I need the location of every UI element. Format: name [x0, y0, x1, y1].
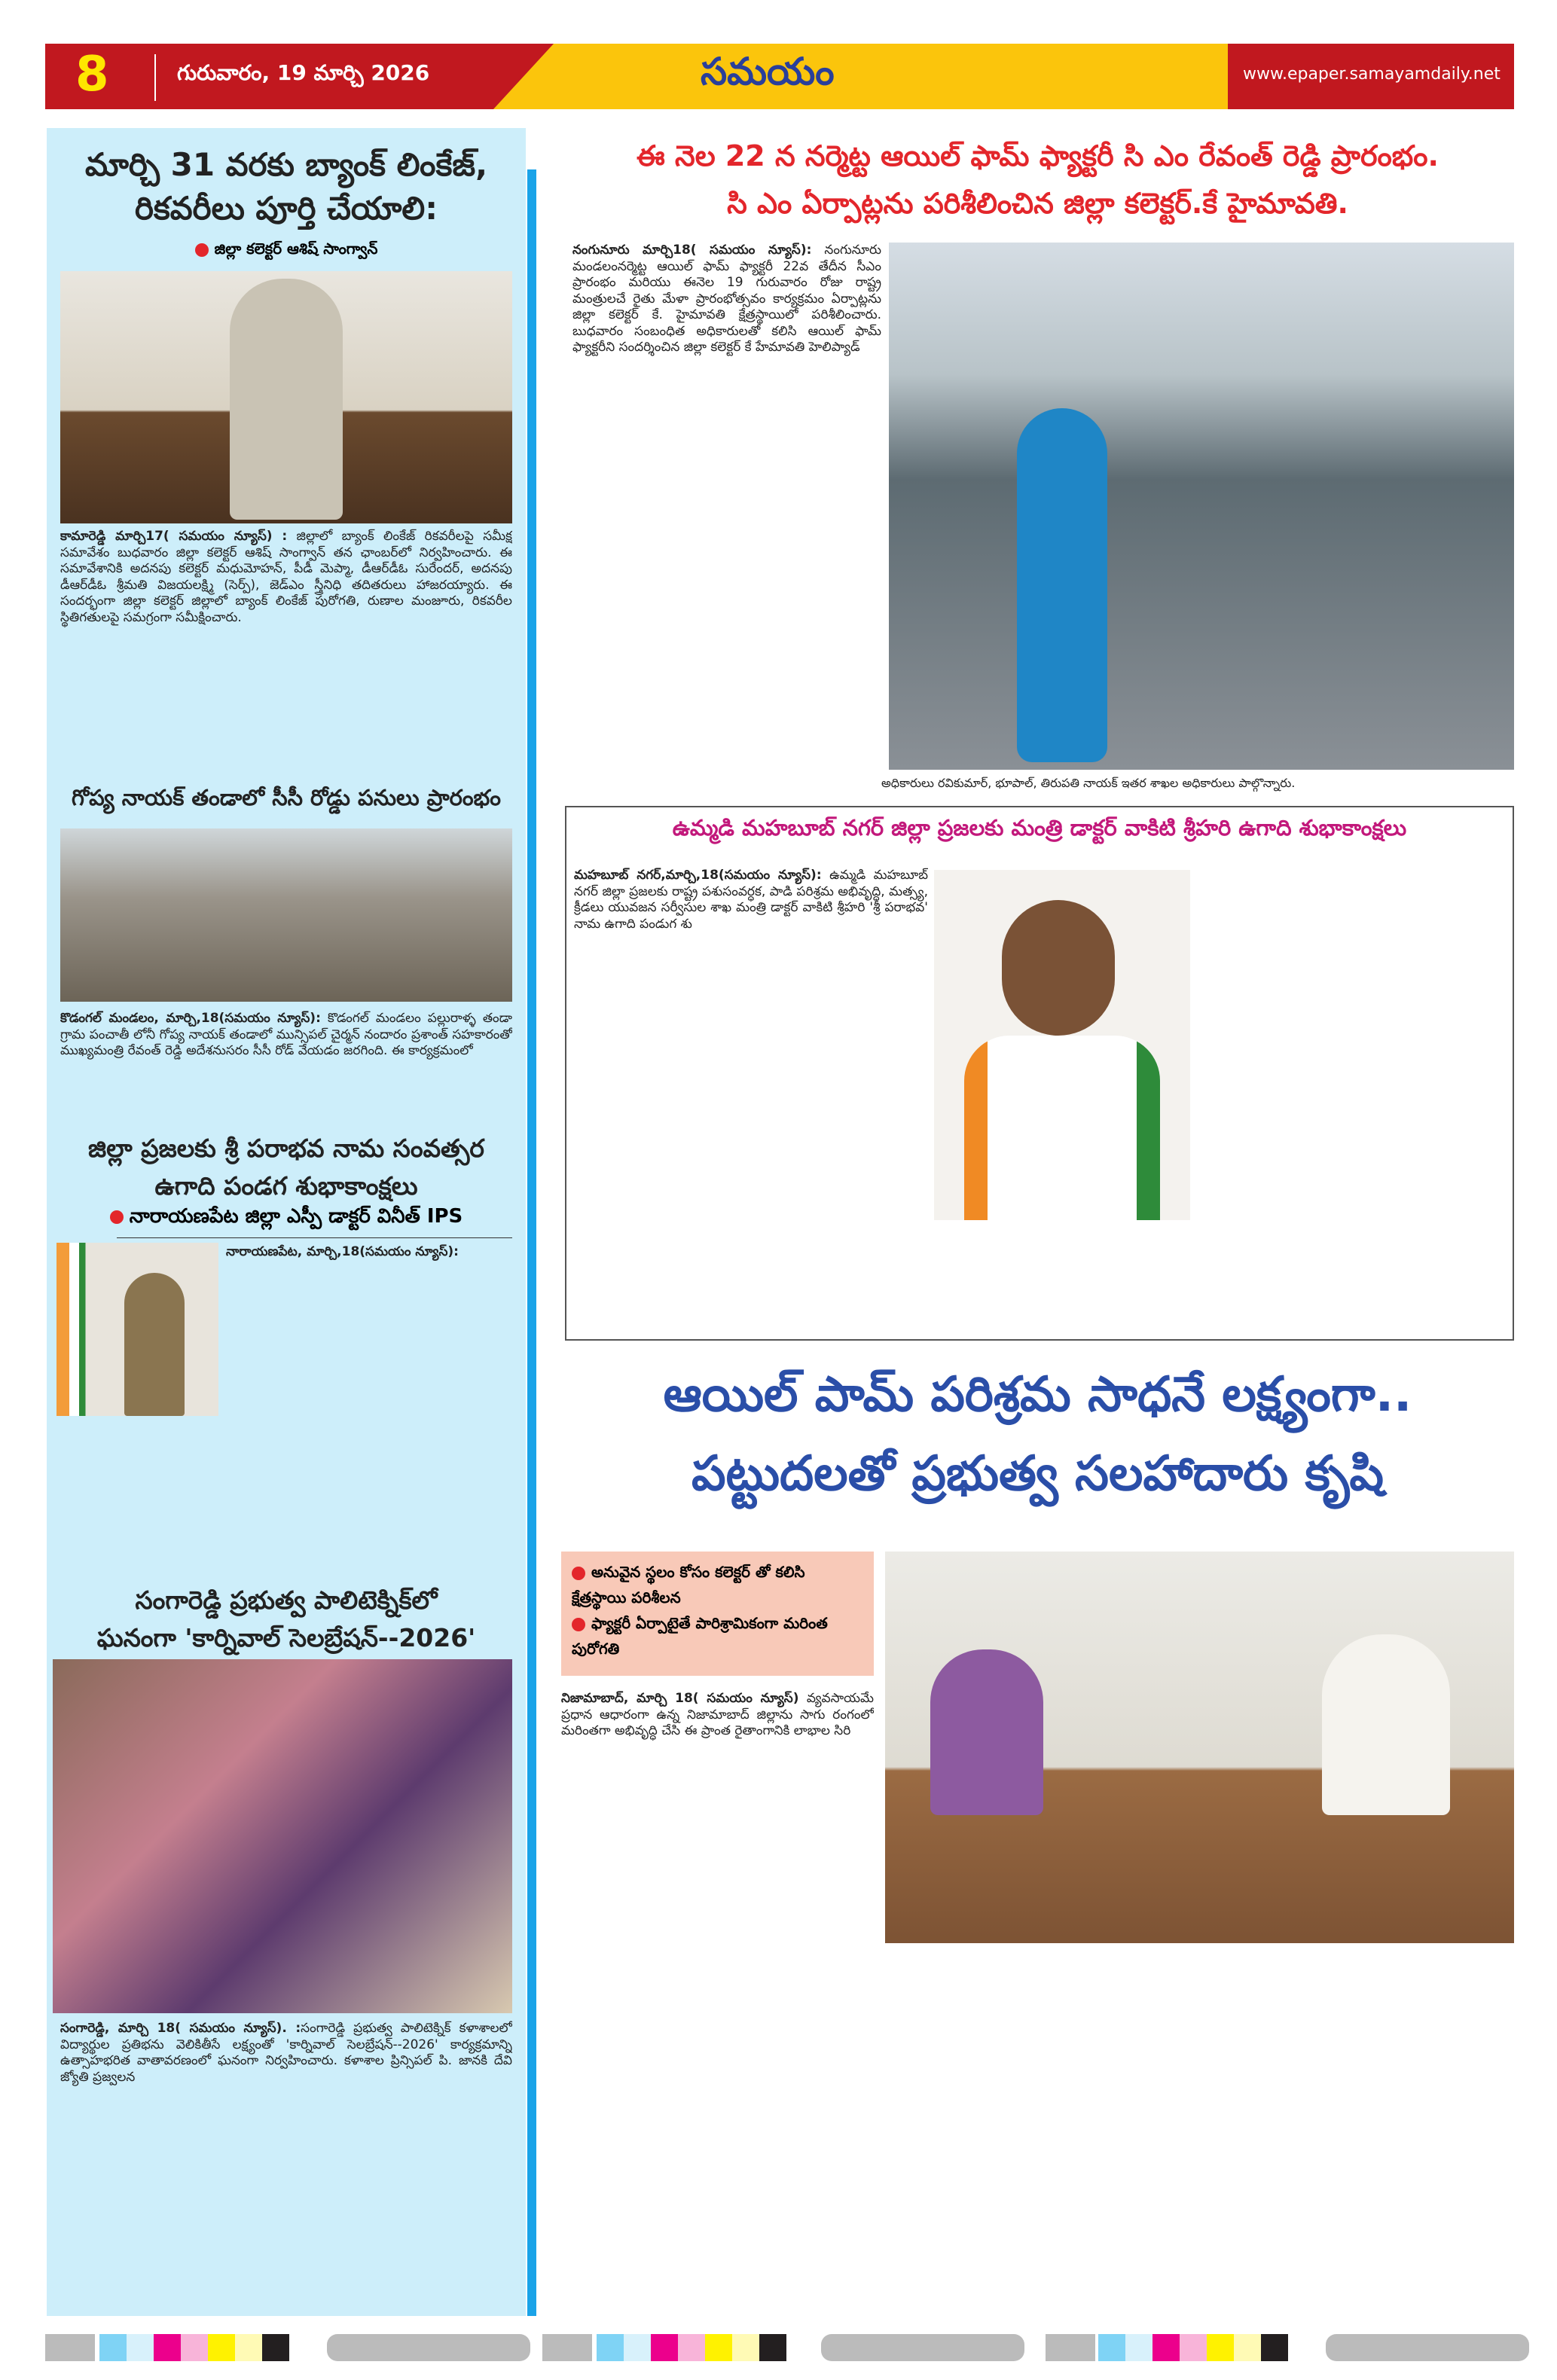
lead-headline-line1: ఈ నెల 22 న నర్మెట్ట ఆయిల్ ఫామ్ ఫ్యాక్టరీ సి ఎం రేవంత్ రెడ్డి ప్రారంభం. — [637, 139, 1439, 172]
dateline: నారాయణపేట, మార్చి,18(సమయం న్యూస్): — [226, 1244, 459, 1259]
page-number: 8 — [75, 47, 109, 102]
story3-body — [226, 1244, 512, 1289]
story2-photo — [60, 828, 512, 1002]
bullet-icon — [110, 1210, 124, 1224]
story2-headline: గోప్య నాయక్ తండాలో సీసీ రోడ్డు పనులు ప్రారంభం — [72, 785, 501, 810]
story1-byline — [60, 240, 512, 261]
article-body: జిల్లాలో బ్యాంక్ లింకేజ్ రికవరీలపై సమీక్ష సమావేశం బుధవారం జిల్లా కలెక్టర్ ఆశిష్ సాంగ్వాన్ తన ఛాంబర్‌లో నిర్వహించారు. ఈ సమావేశానికి అదనపు కలెక్టర్ మధుమోహన్, పీడీ మెప్మా, డీఆర్‌డీఓ సురేందర్, అదనపు డీఆర్‌డీఓ శ్రీమతి విజయలక్ష్మి (సెర్ప్), జెడ్‌ఎం స్త్రీనిధి తదితరులు హాజరయ్యారు. ఈ సందర్భంగా జిల్లా కలెక్టర్ జిల్లాలో బ్యాంక్ లింకేజ్ పురోగతి, రుణాల మంజూరు, రికవరీల స్థితిగతులపై సమగ్రంగా సమీక్షించారు. — [60, 529, 512, 625]
lead-caption: అధికారులు రవికుమార్, భూపాల్, తిరుపతి నాయక్ ఇతర శాఖల అధికారులు పాల్గొన్నారు. — [881, 776, 1296, 790]
rule — [117, 1237, 512, 1238]
oilpalm-highlights — [561, 1552, 874, 1676]
lead-headline-line2: సి ఎం ఏర్పాట్లను పరిశీలించిన జిల్లా కలెక్టర్.కే హైమావతి. — [727, 187, 1348, 220]
minister-photo — [934, 870, 1190, 1220]
masthead-title: సమయం — [701, 50, 835, 93]
oilpalm-headline-line1: ఆయిల్ పామ్ పరిశ్రమ సాధనే లక్ష్యంగా.. — [663, 1367, 1412, 1423]
story3-byline — [60, 1205, 512, 1232]
story1-body — [60, 529, 512, 770]
bullet-icon — [572, 1618, 585, 1631]
lead-photo — [889, 243, 1514, 770]
highlight-item: ఫ్యాక్టరీ ఏర్పాటైతే పారిశ్రామికంగా మరింత పురోగతి — [572, 1614, 828, 1658]
article-body: వ్యవసాయమే ప్రధాన ఆధారంగా ఉన్న నిజామాబాద్ జిల్లాను సాగు రంగంలో మరింతగా అభివృద్ధి చేసి ఈ ప్రాంత రైతాంగానికి లాభాల సిరి — [561, 1691, 874, 1738]
left-panel-accent — [527, 169, 536, 2316]
story4-headline-line2: ఘనంగా 'కార్నివాల్ సెలబ్రేషన్--2026' — [96, 1623, 476, 1652]
article-body: కొడంగల్ మండలం పల్లురాళ్ళ తండా గ్రామ పంచాతీ లోనీ గోప్య నాయక్ తండాలో మున్సిపల్ చైర్మన్ నందారం ప్రశాంత్ సహకారంతో ముఖ్యమంత్రి రేవంత్ రెడ్డి అదేశనుసరం సీసీ రోడ్ వేయడం జరగింది. ఈ కార్యక్రమంలో — [60, 1011, 512, 1058]
greeting-headline: ఉమ్మడి మహబూబ్ నగర్ జిల్లా ప్రజలకు మంత్రి డాక్టర్ వాకిటి శ్రీహరి ఉగాది శుభాకాంక్షలు — [672, 815, 1407, 841]
website[interactable]: www.epaper.samayamdaily.net — [1243, 65, 1501, 84]
story1-headline: మార్చి 31 వరకు బ్యాంక్ లింకేజ్, రికవరీలు పూర్తి చేయాలి: — [84, 146, 488, 227]
article-body: నంగునూరు మండలంనర్మెట్ట ఆయిల్ ఫామ్ ఫ్యాక్టరీ 22వ తేదీన సీఎం ప్రారంభం మరియు ఈనెల 19 గురువారం రోజు రాష్ట్ర మంత్రులచే రైతు మేళా ప్రారంభోత్సవం కార్యక్రమం ఏర్పాట్లను జిల్లా కలెక్టర్ కే. హైమావతి క్షేత్రస్థాయిలో పరిశీలించారు. బుధవారం సంబంధిత అధికారులతో కలిసి ఆయిల్ ఫామ్ ఫ్యాక్టరీని సందర్శించిన జిల్లా కలెక్టర్ కే హేమావతి హెలిప్యాడ్ — [572, 243, 881, 355]
registration-marks — [45, 2334, 1557, 2361]
story4-headline-line1: సంగారెడ్డి ప్రభుత్వ పాలిటెక్నిక్‌లో — [135, 1585, 438, 1615]
byline: నారాయణపేట జిల్లా ఎస్పీ డాక్టర్ వినీత్ IPS — [129, 1205, 463, 1228]
dateline: కొడంగల్ మండలం, మార్చి,18(సమయం న్యూస్): — [60, 1011, 321, 1026]
article-body: ఉమ్మడి మహబూబ్ నగర్ జిల్లా ప్రజలకు రాష్ట్ర పశుసంవర్ధక, పాడి పరిశ్రమ అభివృద్ధి, మత్స్య, క్రీడలు యువజన సర్వీసుల శాఖ మంత్రి డాక్టర్ వాకిటి శ్రీహరి 'శ్రీ పరాభవ' నామ ఉగాది పండుగ శు — [574, 868, 928, 932]
highlight-item: అనువైన స్థలం కోసం కలెక్టర్ తో కలిసి క్షేత్రస్థాయి పరిశీలన — [572, 1563, 805, 1606]
lead-body — [572, 243, 881, 770]
divider — [154, 54, 156, 101]
story4-body — [60, 2021, 512, 2307]
oilpalm-body — [561, 1691, 874, 2308]
bullet-icon — [195, 243, 209, 257]
dateline: కామారెడ్డి మార్చి17( సమయం న్యూస్) : — [60, 529, 288, 544]
dateline: సంగారెడ్డి, మార్చి 18( సమయం న్యూస్). : — [60, 2021, 301, 2036]
dateline: నిజామాబాద్, మార్చి 18( సమయం న్యూస్) — [561, 1691, 799, 1706]
date: గురువారం, 19 మార్చి 2026 — [177, 60, 430, 85]
oilpalm-headline-line2: పట్టుదలతో ప్రభుత్వ సలహాదారు కృషి — [691, 1446, 1385, 1502]
article-body: సంగారెడ్డి ప్రభుత్వ పాలిటెక్నిక్ కళాశాలలో విద్యార్థుల ప్రతిభను వెలికితీసే లక్ష్యంతో 'కార్నివాల్ సెలబ్రేషన్--2026' కార్యక్రమాన్ని ఉత్సాహభరిత వాతావరణంలో ఘనంగా నిర్వహించారు. కళాశాల ప్రిన్సిపల్ పి. జానకి దేవి జ్యోతి ప్రజ్వలన — [60, 2021, 512, 2085]
byline: జిల్లా కలెక్టర్ ఆశిష్ సాంగ్వాన్ — [214, 240, 378, 258]
masthead-yellow — [493, 44, 1228, 109]
greeting-body — [574, 868, 928, 1335]
dateline: నంగునూరు మార్చి18( సమయం న్యూస్): — [572, 243, 812, 258]
dateline: మహబూబ్ నగర్,మార్చి,18(సమయం న్యూస్): — [574, 868, 822, 883]
oilpalm-photo — [885, 1552, 1514, 1943]
story4-photo — [53, 1659, 512, 2013]
story1-photo — [60, 271, 512, 523]
story3-photo — [56, 1243, 218, 1416]
story3-headline: జిల్లా ప్రజలకు శ్రీ పరాభవ నామ సంవత్సర ఉగాది పండగ శుభాకాంక్షలు — [88, 1134, 484, 1201]
story2-body — [60, 1011, 512, 1124]
bullet-icon — [572, 1567, 585, 1580]
